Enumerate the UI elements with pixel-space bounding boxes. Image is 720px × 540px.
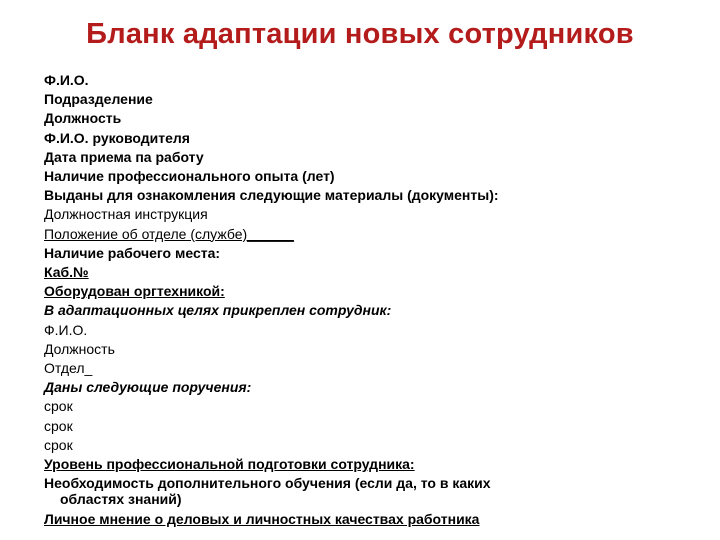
field-personal-opinion: Личное мнение о деловых и личностных качествах работника [44,511,480,528]
field-training-need [44,475,684,507]
field-mentor-position: Должность [44,340,115,357]
adaptation-form [44,71,684,529]
field-position: Должность [44,110,122,127]
training-need-line-2: областях знаний) [60,491,182,508]
field-dept-regulation: Положение об отделе (службе)______ [44,225,294,242]
field-fio: Ф.И.О. [44,72,89,88]
field-mentor-department: Отдел_ [44,360,93,377]
field-manager-fio: Ф.И.О. руководителя [44,129,190,146]
assignments-heading: Даны следующие поручения: [44,379,252,396]
field-mentor-fio: Ф.И.О. [44,321,88,338]
mentor-heading: В адаптационных целях прикреплен сотрудник: [44,302,392,319]
field-professional-level: Уровень профессиональной подготовки сотрудника: [44,456,415,473]
field-deadline-2: срок [44,417,73,434]
field-experience: Наличие профессионального опыта (лет) [44,168,335,185]
field-job-description: Должностная инструкция [44,206,208,223]
field-deadline-3: срок [44,436,73,453]
field-equipment: Оборудован оргтехникой: [44,283,225,300]
field-hire-date: Дата приема па работу [44,148,204,165]
field-deadline-1: срок [44,398,73,415]
field-office-number: Каб.№ [44,264,89,281]
field-department: Подразделение [44,91,153,108]
workplace-heading: Наличие рабочего места: [44,244,221,261]
training-need-line-1: Необходимость дополнительного обучения (если да, то в каких [44,475,491,492]
materials-heading: Выданы для ознакомления следующие материалы (документы): [44,187,499,204]
page-title: Бланк адаптации новых сотрудников [86,18,634,50]
